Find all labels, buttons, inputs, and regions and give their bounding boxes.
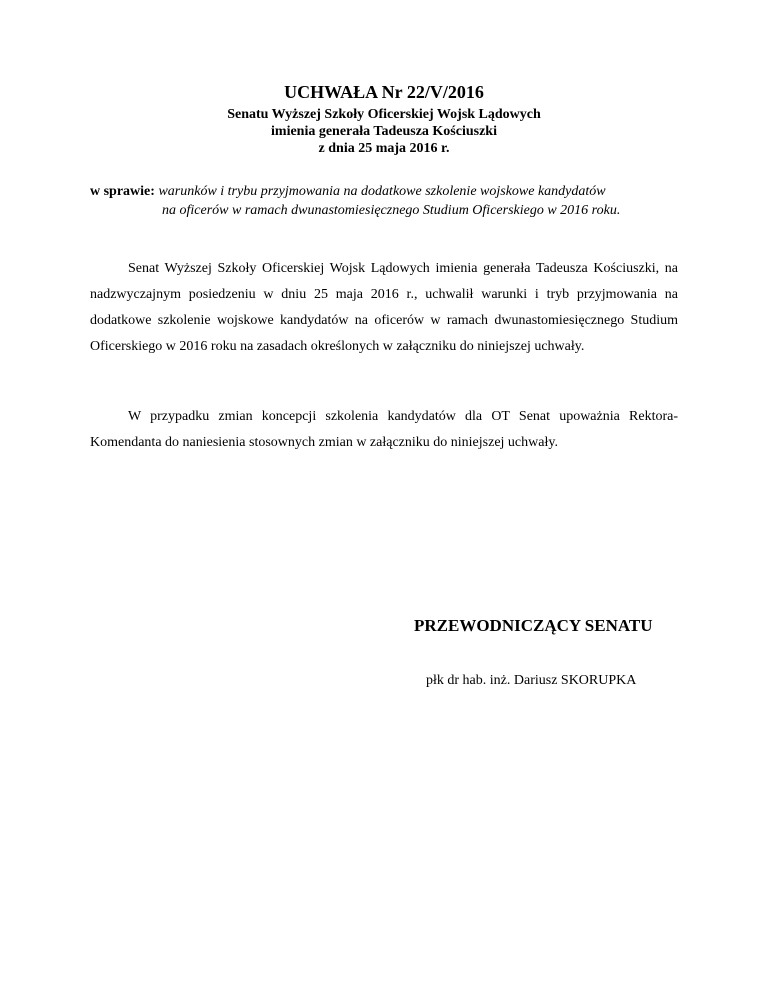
resolution-date: z dnia 25 maja 2016 r. (318, 141, 450, 156)
issuer-patron-line: imienia generała Tadeusza Kościuszki (271, 124, 497, 139)
signature-title: PRZEWODNICZĄCY SENATU (414, 616, 653, 635)
signatory-name: płk dr hab. inż. Dariusz SKORUPKA (426, 673, 637, 688)
body-paragraph-1: Senat Wyższej Szkoły Oficerskiej Wojsk Lądowych imienia generała Tadeusza Kościuszki, na nadzwyczajnym posiedzeniu w dniu 25 maja 2016 r., uchwalił warunki i tryb przyjmowania na dodatkowe szkolenie wojskowe kandydatów na oficerów w ramach dwunastomiesięcznego Studium Oficerskiego w 2016 roku na zasadach określonych w załączniku do niniejszej uchwały. (90, 261, 678, 354)
subject-text-2: na oficerów w ramach dwunastomiesięcznego Studium Oficerskiego w 2016 roku. (162, 203, 621, 218)
subject-block (90, 182, 680, 220)
subject-text-1: warunków i trybu przyjmowania na dodatkowe szkolenie wojskowe kandydatów (158, 184, 606, 199)
resolution-title: UCHWAŁA Nr 22/V/2016 (284, 82, 484, 102)
issuer-line: Senatu Wyższej Szkoły Oficerskiej Wojsk Lądowych (227, 107, 541, 122)
subject-line-1 (90, 182, 680, 201)
subject-label: w sprawie: (90, 184, 155, 199)
body-paragraph-2: W przypadku zmian koncepcji szkolenia kandydatów dla OT Senat upoważnia Rektora-Komendanta do naniesienia stosownych zmian w załączniku do niniejszej uchwały. (90, 409, 678, 450)
